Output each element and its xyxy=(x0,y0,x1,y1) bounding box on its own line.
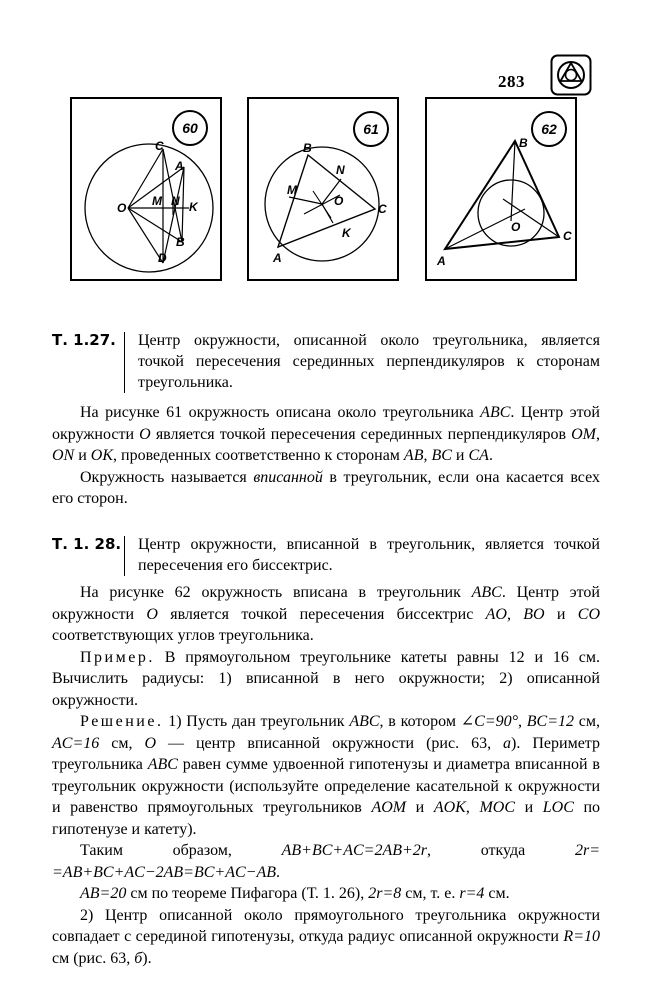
svg-text:60: 60 xyxy=(182,120,198,136)
example-paragraph: Пример. В прямоугольном треугольнике катеты равны 12 и 16 см. Вычислить радиусы: 1) вписанной в него окружности; 2) описанной окружности. xyxy=(52,648,600,709)
svg-text:O: O xyxy=(334,194,344,208)
paragraph: Окружность называется вписанной в треугольник, если она касается всех его сторон. xyxy=(52,468,600,507)
svg-text:B: B xyxy=(176,235,185,249)
svg-text:O: O xyxy=(117,201,127,215)
figure-number-badge xyxy=(354,112,388,146)
svg-text:M: M xyxy=(152,194,162,208)
page-number: 283 xyxy=(498,72,525,91)
svg-text:62: 62 xyxy=(541,121,557,137)
solution-paragraph: Решение. 1) Пусть дан треугольник ABC, в котором ∠C=90°, BC=12 см, AC=16 см, O — центр вписанной окружности (рис. 63, а). Периметр треугольника ABC равен сумме удвоенной гипотенузы и диаметра вписанной в треугольник окружности (используйте определение касательной к окружности и равенство прямоугольных треугольников AOM и AOK, MOC и LOC по гипотенузе и катету). xyxy=(52,713,601,838)
svg-text:C: C xyxy=(155,139,164,153)
paragraph: На рисунке 62 окружность вписана в треугольник ABC. Центр этой окружности O является точкой пересечения биссектрис AO, BO и CO соответствующих углов треугольника. xyxy=(52,584,600,644)
theorem-label: Т. 1.27. xyxy=(52,331,116,349)
svg-text:B: B xyxy=(303,141,312,155)
paragraph-block-2 xyxy=(52,582,600,969)
theorem-text: Центр окружности, описанной около треугольника, является точкой пересечения серединных перпендикуляров к сторонам треугольника. xyxy=(138,332,600,391)
theorem-1-27 xyxy=(52,330,600,393)
figure-number-badge xyxy=(173,111,207,145)
paragraph: На рисунке 61 окружность описана около треугольника ABC. Центр этой окружности O является точкой пересечения серединных перпендикуляров OM, ON и OK, проведенных соответственно к сторонам AB, BC и CA. xyxy=(52,404,600,464)
figure-60 xyxy=(70,97,222,281)
theorem-divider xyxy=(124,332,125,393)
figure-61 xyxy=(247,97,399,281)
svg-text:A: A xyxy=(175,159,184,173)
svg-text:61: 61 xyxy=(363,121,379,137)
theorem-text: Центр окружности, вписанной в треугольник, является точкой пересечения его биссектрис. xyxy=(138,536,600,574)
svg-text:N: N xyxy=(336,163,345,177)
svg-text:M: M xyxy=(287,183,297,197)
figure-62 xyxy=(425,97,577,281)
svg-text:K: K xyxy=(342,226,351,240)
svg-text:N: N xyxy=(171,194,180,208)
circle-inscribed-triangle-icon xyxy=(550,54,592,101)
svg-text:A: A xyxy=(437,254,446,268)
svg-text:B: B xyxy=(519,136,528,150)
svg-text:K: K xyxy=(189,200,198,214)
figure-number-badge xyxy=(532,112,566,146)
svg-text:C: C xyxy=(563,229,572,243)
svg-text:O: O xyxy=(511,220,521,234)
paragraph: 2) Центр описанной около прямоугольного треугольника окружности совпадает с серединой гипотенузы, откуда радиус описанной окружности R=10 см (рис. 63, б). xyxy=(52,906,600,967)
svg-text:A: A xyxy=(273,251,282,265)
svg-text:D: D xyxy=(158,251,167,265)
paragraph: AB=20 см по теореме Пифагора (Т. 1. 26), 2r=8 см, т. е. r=4 см. xyxy=(80,885,510,902)
paragraph-block-1 xyxy=(52,402,600,510)
paragraph: Таким образом, AB+BC+AC=2AB+2r, откуда 2r= =AB+BC+AC−2AB=BC+AC−AB. xyxy=(52,842,600,881)
theorem-divider xyxy=(124,536,125,576)
theorem-label: Т. 1. 28. xyxy=(52,535,122,553)
svg-text:C: C xyxy=(378,202,387,216)
theorem-1-28 xyxy=(52,534,600,576)
